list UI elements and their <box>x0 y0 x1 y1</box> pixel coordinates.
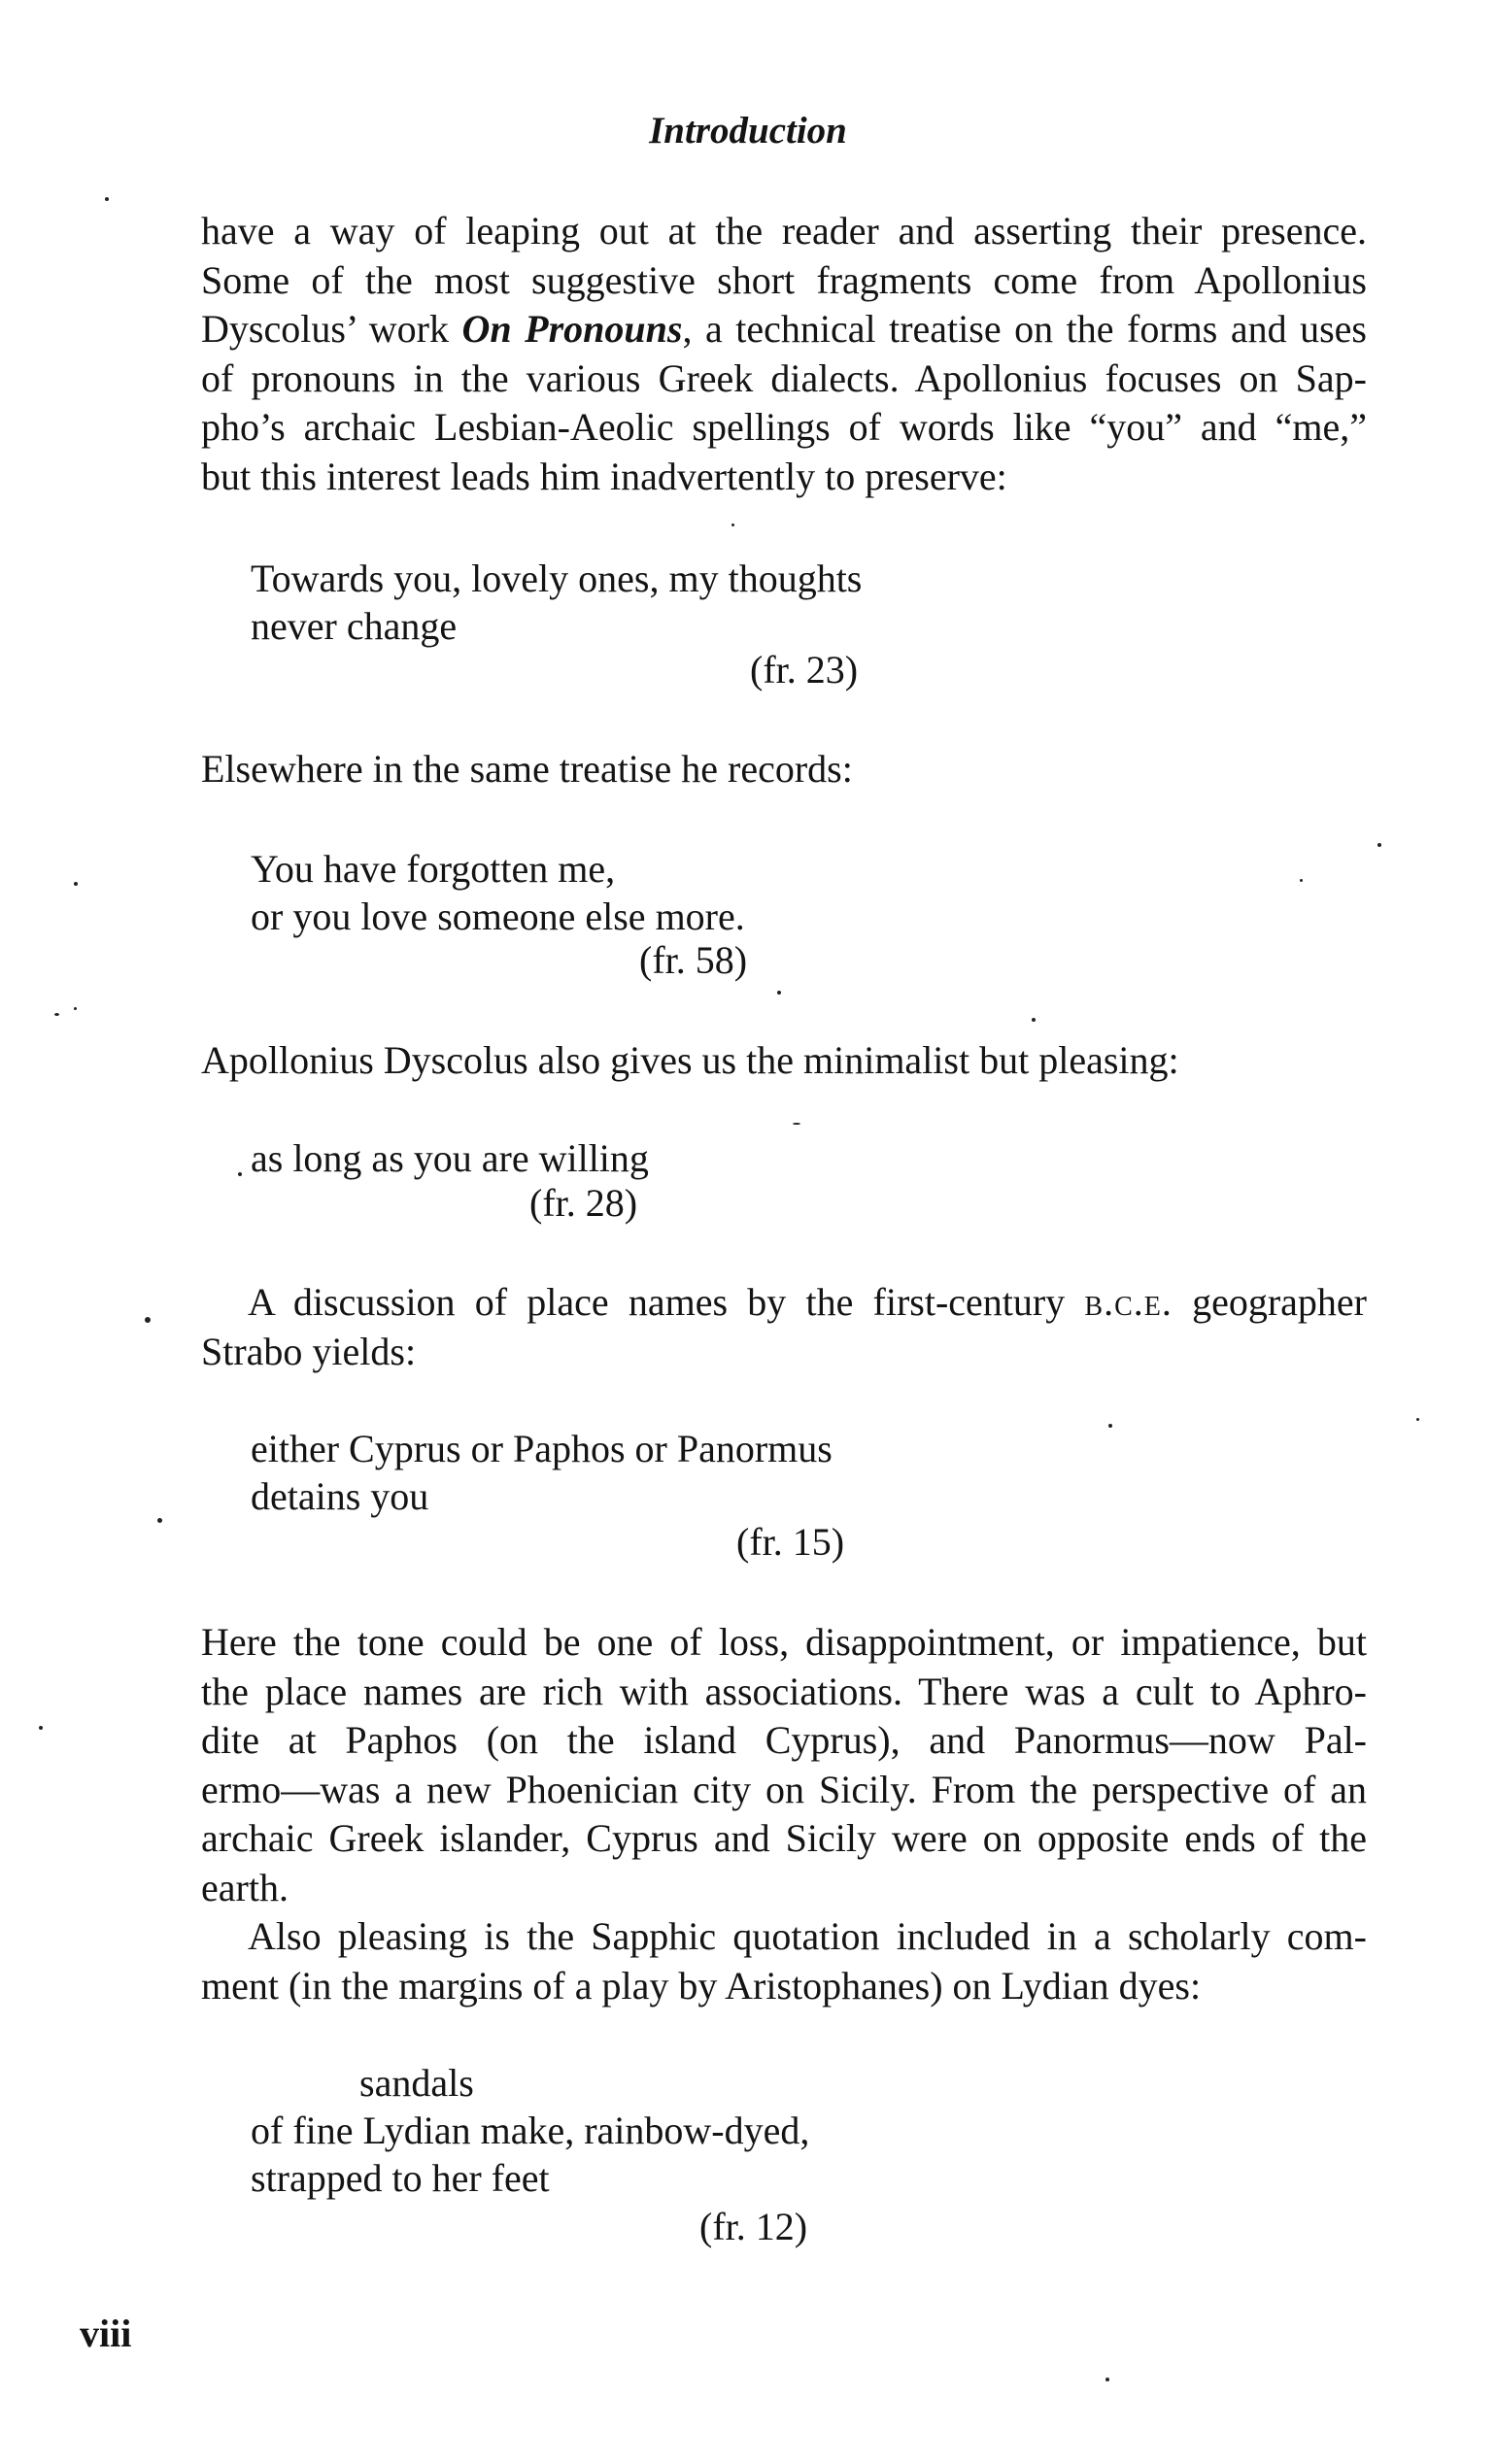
scan-speck <box>105 197 109 201</box>
scan-speck <box>1416 1418 1419 1421</box>
text-line <box>201 305 1367 354</box>
text-line: Strabo yields: <box>201 1329 417 1373</box>
scan-speck <box>1032 1018 1036 1022</box>
text-line: pho’s archaic Lesbian-Aeolic spellings of words like “you” and “me,” <box>201 405 1367 449</box>
scan-speck <box>1377 843 1381 847</box>
scan-speck <box>54 1013 59 1016</box>
fragment-quote-28 <box>251 1134 649 1182</box>
text-run: A discussion of place names by the first-century <box>248 1280 1085 1324</box>
scan-speck <box>1105 2378 1109 2381</box>
text-line: have a way of leaping out at the reader and asserting their presence. <box>201 209 1367 253</box>
fragment-quote-15 <box>251 1425 833 1520</box>
text-line: archaic Greek islander, Cyprus and Sicily were on opposite ends of the <box>201 1816 1367 1860</box>
fragment-quote-12 <box>251 2059 809 2202</box>
scan-speck <box>731 523 734 526</box>
text-line: Also pleasing is the Sapphic quotation included in a scholarly com- <box>248 1914 1367 1958</box>
scan-speck <box>74 882 78 886</box>
paragraph-minimalist: Apollonius Dyscolus also gives us the minimalist but pleasing: <box>201 1038 1179 1082</box>
fragment-citation: (fr. 28) <box>529 1181 638 1225</box>
scan-speck <box>39 1726 43 1730</box>
scan-speck <box>238 1172 242 1176</box>
verse-line: as long as you are willing <box>251 1136 649 1180</box>
running-head: Introduction <box>649 110 847 152</box>
scan-speck <box>1300 879 1303 882</box>
era-abbreviation: b.c.e. <box>1084 1280 1173 1324</box>
fragment-quote-23 <box>251 555 862 650</box>
fragment-citation: (fr. 58) <box>639 938 748 982</box>
scan-speck <box>145 1317 151 1323</box>
verse-line: You have forgotten me, <box>251 847 616 891</box>
text-line: the place names are rich with associations. There was a cult to Aphro- <box>201 1669 1367 1713</box>
text-line: Here the tone could be one of loss, disappointment, or impatience, but <box>201 1620 1367 1664</box>
scan-speck <box>793 1123 800 1125</box>
verse-line: strapped to her feet <box>251 2156 550 2200</box>
scan-speck <box>157 1518 162 1523</box>
text-line: but this interest leads him inadvertently to preserve: <box>201 454 1007 498</box>
verse-line: either Cyprus or Paphos or Panormus <box>251 1427 833 1470</box>
page-number: viii <box>80 2312 132 2355</box>
text-line: of pronouns in the various Greek dialects. Apollonius focuses on Sap- <box>201 355 1367 400</box>
verse-line: Towards you, lovely ones, my thoughts <box>251 557 863 600</box>
text-line: ermo—was a new Phoenician city on Sicily. From the perspective of an <box>201 1767 1367 1811</box>
text-line <box>201 1278 1367 1328</box>
text-line: Some of the most suggestive short fragments come from Apollonius <box>201 257 1367 302</box>
verse-line: never change <box>251 604 458 648</box>
text-run: , a technical treatise on the forms and uses <box>682 307 1367 351</box>
verse-line: or you love someone else more. <box>251 894 745 938</box>
scan-speck <box>777 991 781 995</box>
verse-line: sandals <box>359 2061 474 2105</box>
scan-speck <box>1108 1424 1112 1428</box>
fragment-citation: (fr. 15) <box>736 1520 845 1564</box>
scan-speck <box>74 1007 77 1010</box>
fragment-quote-58 <box>251 845 745 940</box>
text-line: earth. <box>201 1865 289 1909</box>
paragraph-sapphic-quotation <box>201 1912 1367 2010</box>
verse-line: detains you <box>251 1474 429 1518</box>
fragment-citation: (fr. 12) <box>699 2205 808 2248</box>
paragraph-opening <box>201 207 1367 501</box>
text-run: geographer <box>1172 1280 1367 1324</box>
text-line: ment (in the margins of a play by Aristophanes) on Lydian dyes: <box>201 1963 1202 2008</box>
work-title: On Pronouns <box>461 307 683 351</box>
verse-line: of fine Lydian make, rainbow-dyed, <box>251 2109 810 2152</box>
text-run: Dyscolus’ work <box>201 307 462 351</box>
text-line: dite at Paphos (on the island Cyprus), and Panormus—now Pal- <box>201 1718 1367 1762</box>
paragraph-strabo <box>201 1278 1367 1376</box>
paragraph-elsewhere: Elsewhere in the same treatise he records: <box>201 747 853 791</box>
paragraph-place-names <box>201 1618 1367 1912</box>
fragment-citation: (fr. 23) <box>750 648 859 692</box>
